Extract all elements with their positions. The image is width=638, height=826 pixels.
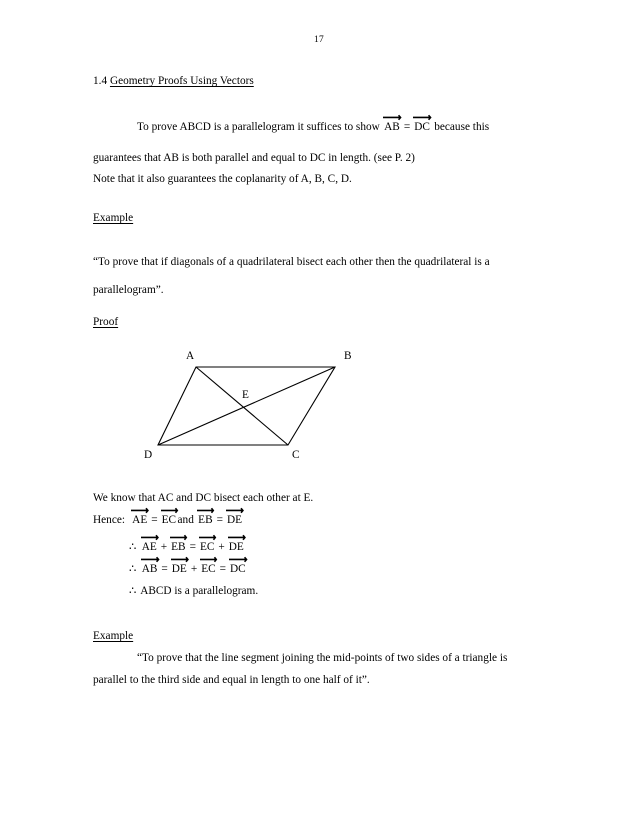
intro-paragraph — [93, 117, 545, 139]
proof-hence-line — [93, 510, 244, 532]
equals-sign: = — [161, 563, 168, 575]
vector-ae-label: AE — [141, 541, 157, 553]
section-heading — [93, 72, 254, 90]
vector-ab — [141, 559, 159, 581]
vector-de-label: DE — [226, 514, 243, 526]
vector-ec — [161, 510, 177, 532]
vector-ab — [383, 117, 401, 139]
equals-sign: = — [189, 541, 196, 553]
intro-line1-b: because this — [434, 121, 490, 133]
vector-ec-label: EC — [199, 541, 215, 553]
vector-ab-label: AB — [384, 121, 400, 133]
plus-sign: + — [160, 541, 168, 553]
example-1-quote-line-2: parallelogram”. — [93, 284, 164, 296]
vector-de — [171, 559, 188, 581]
proof-statement: We know that AC and DC bisect each other at E. — [93, 492, 314, 504]
example-1-heading: Example — [93, 212, 134, 224]
vector-eb-label: EB — [171, 541, 186, 553]
proof-conclusion — [93, 581, 258, 603]
example-2-heading: Example — [93, 630, 134, 642]
conjunction-and: and — [177, 514, 194, 526]
diagonal-db — [158, 367, 335, 445]
vector-eb-label: EB — [198, 514, 213, 526]
vector-dc — [229, 559, 247, 581]
vector-de-label: DE — [228, 541, 244, 553]
example-2-quote-line-2: parallel to the third side and equal in length to one half of it”. — [93, 674, 370, 686]
vertex-label-a: A — [186, 350, 195, 362]
vector-ae — [141, 537, 158, 559]
vector-de-label: DE — [171, 563, 187, 575]
diagonal-ac — [196, 367, 288, 445]
conclusion-text: ABCD is a parallelogram. — [140, 585, 259, 597]
proof-heading: Proof — [93, 316, 119, 328]
vector-arrow-icon — [413, 114, 431, 119]
vector-arrow-icon — [170, 534, 186, 539]
vector-de — [226, 510, 243, 532]
proof-equation-2 — [93, 559, 247, 581]
equals-sign: = — [216, 514, 223, 526]
page-number: 17 — [314, 35, 324, 45]
hence-label: Hence: — [93, 514, 125, 526]
vector-dc-label: DC — [414, 121, 430, 133]
vertex-label-d: D — [144, 449, 153, 461]
vector-ab-label: AB — [141, 563, 158, 575]
therefore-symbol: ∴ — [129, 563, 137, 575]
proof-equation-1 — [93, 537, 245, 559]
vector-eb — [170, 537, 186, 559]
plus-sign: + — [190, 563, 198, 575]
vector-ec — [200, 559, 216, 581]
plus-sign: + — [218, 541, 225, 553]
vertex-label-b: B — [344, 350, 352, 362]
section-number: 1.4 — [93, 75, 108, 87]
equals-sign: = — [151, 514, 158, 526]
vector-de — [228, 537, 245, 559]
example-2-quote-text-1: “To prove that the line segment joining the mid-points of two sides of a triangle is — [137, 652, 508, 664]
vector-ae-label: AE — [132, 514, 148, 526]
vector-eb — [197, 510, 213, 532]
intro-line1-a: To prove ABCD is a parallelogram it suffices to show — [137, 121, 380, 133]
example-2-quote-line-1 — [93, 648, 545, 670]
vector-arrow-icon — [383, 114, 401, 119]
vector-arrow-icon — [141, 534, 158, 539]
intro-line3: Note that it also guarantees the coplanarity of A, B, C, D. — [93, 173, 352, 185]
example-1-quote-line-1: “To prove that if diagonals of a quadrilateral bisect each other then the quadrilateral is a — [93, 256, 490, 268]
intro-line2: guarantees that AB is both parallel and equal to DC in length. (see P. 2) — [93, 152, 415, 164]
vertex-label-e: E — [242, 389, 249, 401]
equals-sign: = — [219, 563, 227, 575]
equals-sign: = — [403, 121, 411, 133]
vector-ae — [131, 510, 148, 532]
vertex-label-c: C — [292, 449, 300, 461]
section-title: Geometry Proofs Using Vectors — [109, 75, 254, 87]
vector-arrow-icon — [199, 534, 215, 539]
vector-ec — [199, 537, 215, 559]
therefore-symbol: ∴ — [129, 585, 137, 597]
parallelogram-diagram — [120, 340, 400, 470]
vector-ec-label: EC — [161, 514, 177, 526]
therefore-symbol: ∴ — [129, 541, 137, 553]
vector-dc — [413, 117, 431, 139]
vector-arrow-icon — [228, 534, 245, 539]
vector-dc-label: DC — [230, 563, 246, 575]
parallelogram-svg — [120, 340, 400, 470]
vector-ec-label: EC — [201, 563, 216, 575]
